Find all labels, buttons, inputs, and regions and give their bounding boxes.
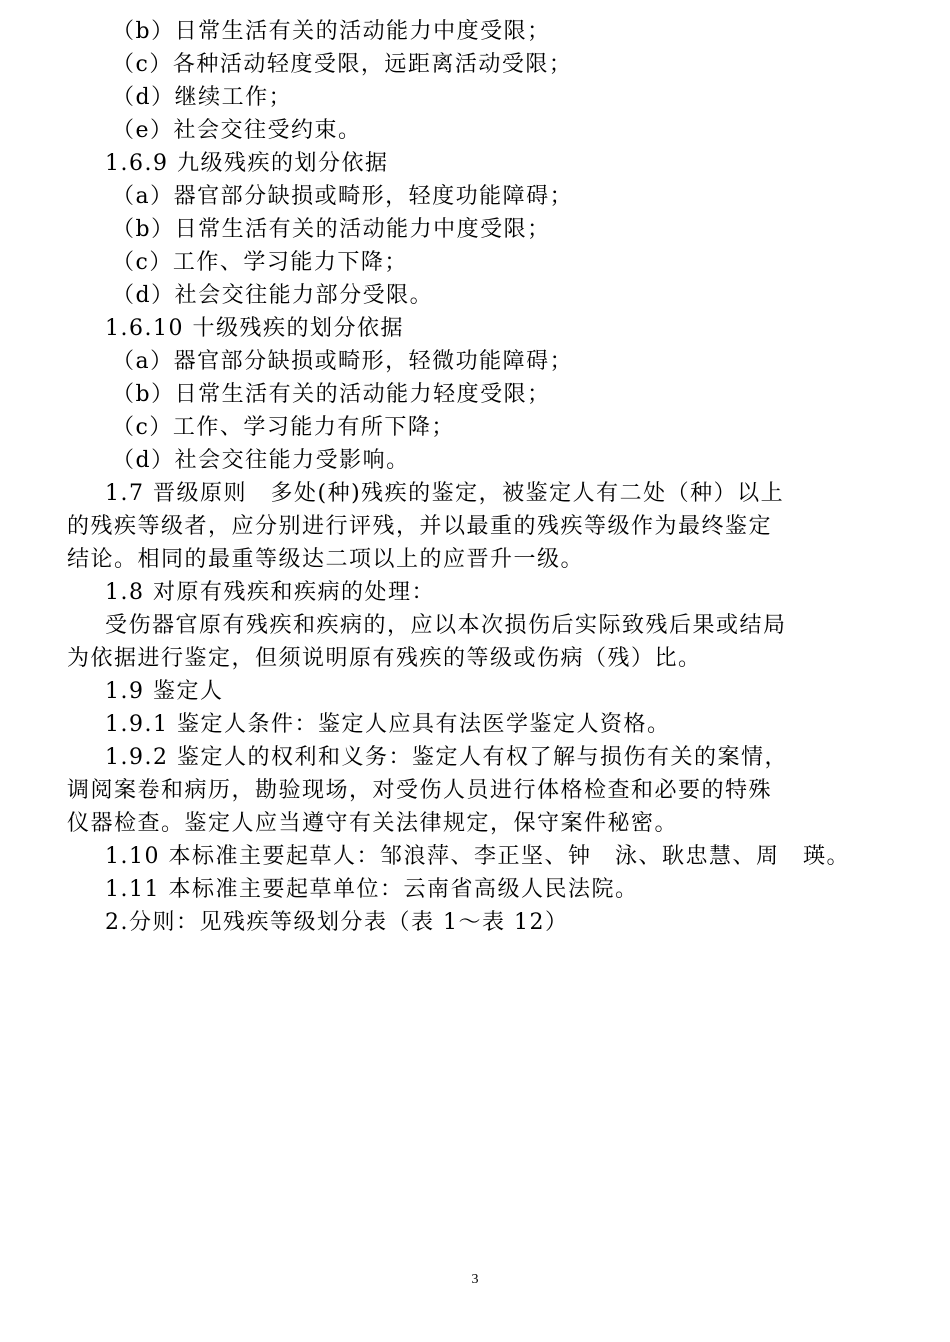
item-b-daily-life-mild: （b）日常生活有关的活动能力轻度受限； xyxy=(112,382,551,407)
section-1-7-paragraph: 1.7 晋级原则 多处(种)残疾的鉴定，被鉴定人有二处（种）以上 xyxy=(105,481,785,506)
section-1-9-2-paragraph: 1.9.2 鉴定人的权利和义务：鉴定人有权了解与损伤有关的案情， xyxy=(105,745,788,770)
section-1-11-drafting-unit: 1.11 本标准主要起草单位：云南省高级人民法院。 xyxy=(105,877,639,902)
section-1-7-paragraph-end: 结论。相同的最重等级达二项以上的应晋升一级。 xyxy=(67,547,585,572)
section-1-9-2-paragraph-cont: 调阅案卷和病历，勘验现场，对受伤人员进行体格检查和必要的特殊 xyxy=(67,778,773,803)
section-1-6-10-heading: 1.6.10 十级残疾的划分依据 xyxy=(105,316,404,341)
item-d-continue-work: （d）继续工作； xyxy=(112,85,293,110)
item-c-work-study-decline: （c）工作、学习能力下降； xyxy=(112,250,408,275)
item-b-daily-life-moderate: （b）日常生活有关的活动能力中度受限； xyxy=(112,19,551,44)
section-1-6-9-heading: 1.6.9 九级残疾的划分依据 xyxy=(105,151,389,176)
section-1-7-paragraph-cont: 的残疾等级者，应分别进行评残，并以最重的残疾等级作为最终鉴定 xyxy=(67,514,773,539)
item-c-activity-limited: （c）各种活动轻度受限，远距离活动受限； xyxy=(112,52,573,77)
section-1-10-drafters: 1.10 本标准主要起草人：邹浪萍、李正坚、钟 泳、耿忠慧、周 瑛。 xyxy=(105,844,850,869)
section-1-8-heading: 1.8 对原有残疾和疾病的处理： xyxy=(105,580,435,605)
item-c-work-study-some-decline: （c）工作、学习能力有所下降； xyxy=(112,415,455,440)
section-1-8-paragraph-cont: 为依据进行鉴定，但须说明原有残疾的等级或伤病（残）比。 xyxy=(67,646,702,671)
section-1-8-paragraph: 受伤器官原有残疾和疾病的，应以本次损伤后实际致残后果或结局 xyxy=(105,613,787,638)
item-b-daily-life-moderate-2: （b）日常生活有关的活动能力中度受限； xyxy=(112,217,551,242)
item-a-organ-mild: （a）器官部分缺损或畸形，轻度功能障碍； xyxy=(112,184,574,209)
section-1-9-1: 1.9.1 鉴定人条件：鉴定人应具有法医学鉴定人资格。 xyxy=(105,712,671,737)
section-2-specific-rules: 2.分则：见残疾等级划分表（表 1～表 12） xyxy=(105,910,569,935)
item-d-social-partial: （d）社会交往能力部分受限。 xyxy=(112,283,434,308)
section-1-9-2-paragraph-end: 仪器检查。鉴定人应当遵守有关法律规定，保守案件秘密。 xyxy=(67,811,679,836)
item-e-social-restricted: （e）社会交往受约束。 xyxy=(112,118,362,143)
item-d-social-affected: （d）社会交往能力受影响。 xyxy=(112,448,410,473)
section-1-9-heading: 1.9 鉴定人 xyxy=(105,679,224,704)
item-a-organ-slight: （a）器官部分缺损或畸形，轻微功能障碍； xyxy=(112,349,574,374)
page-number: 3 xyxy=(471,1272,479,1287)
